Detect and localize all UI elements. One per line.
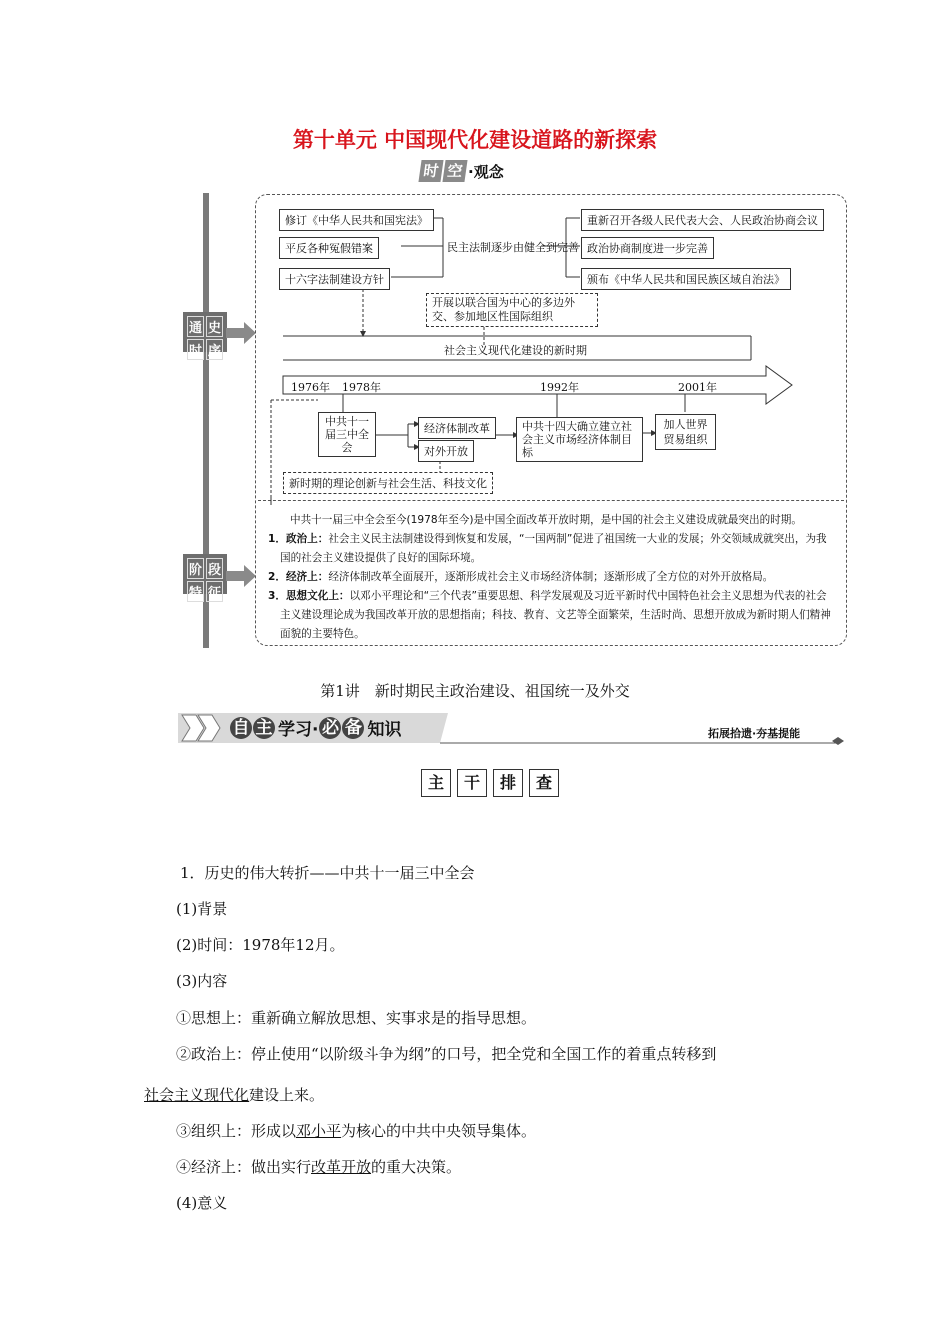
- node-ethnic-autonomy-law: 颁布《中华人民共和国民族区域自治法》: [581, 268, 791, 290]
- sub-heading: [421, 769, 559, 797]
- content-line-6: ②政治上：停止使用“以阶级斗争为纲”的口号，把全党和全国工作的着重点转移到: [176, 1045, 717, 1063]
- section-bar: [178, 711, 848, 745]
- section-chip: 主: [253, 717, 275, 739]
- section-bar-title: [230, 715, 401, 740]
- content-text: 建设上来。: [249, 1086, 325, 1104]
- section-text: 知识: [367, 720, 402, 740]
- node-third-plenum: 中共十一届三中全会: [318, 412, 376, 457]
- side-char: 序: [206, 339, 223, 360]
- node-diplomacy: 开展以联合国为中心的多边外交、参加地区性国际组织: [426, 293, 598, 327]
- lecture-title: 第1讲 新时期民主政治建设、祖国统一及外交: [320, 682, 630, 700]
- node-economic-reform: 经济体制改革: [418, 417, 496, 439]
- content-text: ④经济上：做出实行: [176, 1158, 312, 1176]
- side-char: 通: [187, 316, 204, 337]
- node-14th-congress: 中共十四大确立建立社会主义市场经济体制目标: [516, 417, 643, 462]
- stage-text: 社会主义民主法制建设得到恢复和发展，“一国两制”促进了祖国统一大业的发展；外交领域成就突出，为我国的社会主义建设提供了良好的国际环境。: [280, 533, 827, 564]
- node-wto: 加人世界贸易组织: [655, 414, 716, 450]
- stage-text: 经济体制改革全面展开，逐渐形成社会主义市场经济体制；逐渐形成了全方位的对外开放格局。: [328, 571, 774, 583]
- content-text: ③组织上：形成以: [176, 1122, 297, 1140]
- stage-political: [268, 530, 836, 568]
- label-legal-progress: 民主法制逐步由健全到完善: [447, 241, 579, 254]
- sub-heading-char: 排: [493, 769, 523, 797]
- node-reconvene-congress: 重新召开各级人民代表大会、人民政治协商会议: [581, 209, 824, 231]
- side-char: 征: [206, 581, 223, 602]
- section-chip: 自: [230, 717, 252, 739]
- side-char: 史: [206, 316, 223, 337]
- content-line-4: (3)内容: [176, 972, 228, 990]
- side-char: 阶: [187, 558, 204, 579]
- node-rehabilitation: 平反各种冤假错案: [279, 237, 379, 259]
- content-line-3: (2)时间：1978年12月。: [176, 936, 345, 954]
- content-line-5: ①思想上：重新确立解放思想、实事求是的指导思想。: [176, 1009, 537, 1027]
- node-constitution: 修订《中华人民共和国宪法》: [279, 209, 434, 231]
- stage-intro: 中共十一届三中全会至今(1978年至今)是中国全面改革开放时期，是中国的社会主义建设成就最突出的时期。: [290, 514, 802, 526]
- content-line-8: [176, 1122, 536, 1140]
- stage-head: 2．经济上：: [268, 571, 329, 583]
- section-chip: 必: [319, 717, 341, 739]
- banner-text: ·观念: [468, 162, 504, 181]
- content-line-1: 1．历史的伟大转折——中共十一届三中全会: [180, 864, 475, 882]
- answer-blank: 社会主义现代化: [144, 1086, 250, 1104]
- banner-chip-2: 空: [442, 160, 467, 182]
- stage-text: 以邓小平理论和“三个代表”重要思想、科学发展观及习近平新时代中国特色社会主义思想为代表的社会主义建设理论成为我国改革开放的思想指南；科技、教育、文艺等全面繁荣，生活时尚、思想开放成为新时期人们精神面貌的主要特色。: [280, 590, 831, 640]
- content-line-7: [144, 1086, 324, 1104]
- section-chip: 备: [342, 717, 364, 739]
- answer-blank: 邓小平: [296, 1122, 342, 1140]
- node-sixteen-char-policy: 十六字法制建设方针: [279, 268, 390, 290]
- stage-features: [268, 511, 836, 644]
- stage-head: 1．政治上：: [268, 533, 329, 545]
- banner-chip-1: 时: [418, 160, 443, 182]
- stage-cultural: [268, 587, 836, 644]
- node-theory-innovation: 新时期的理论创新与社会生活、科技文化: [283, 472, 493, 494]
- label-new-era: 社会主义现代化建设的新时期: [444, 344, 587, 357]
- content-line-10: (4)意义: [176, 1194, 228, 1212]
- side-char: 段: [206, 558, 223, 579]
- answer-blank: 改革开放: [311, 1158, 372, 1176]
- stage-economic: [268, 568, 836, 587]
- section-bar-right: 拓展拾遗·夯基提能: [708, 727, 801, 740]
- year-label: 1992年: [540, 381, 579, 394]
- unit-title: 第十单元 中国现代化建设道路的新探索: [292, 128, 658, 152]
- year-label: 1976年: [291, 381, 330, 394]
- year-label: 1978年: [342, 381, 381, 394]
- side-char: 特: [187, 581, 204, 602]
- node-opening-up: 对外开放: [418, 440, 474, 462]
- node-consultation-system: 政治协商制度进一步完善: [581, 237, 714, 259]
- sub-heading-char: 查: [529, 769, 559, 797]
- side-char: 时: [187, 339, 204, 360]
- sub-heading-char: 干: [457, 769, 487, 797]
- content-text: 为核心的中共中央领导集体。: [341, 1122, 537, 1140]
- content-line-9: [176, 1158, 461, 1176]
- sub-heading-char: 主: [421, 769, 451, 797]
- content-text: 的重大决策。: [371, 1158, 462, 1176]
- section-text: 学习·: [278, 720, 319, 740]
- stage-head: 3．思想文化上：: [268, 590, 350, 602]
- year-label: 2001年: [678, 381, 717, 394]
- content-line-2: (1)背景: [176, 900, 228, 918]
